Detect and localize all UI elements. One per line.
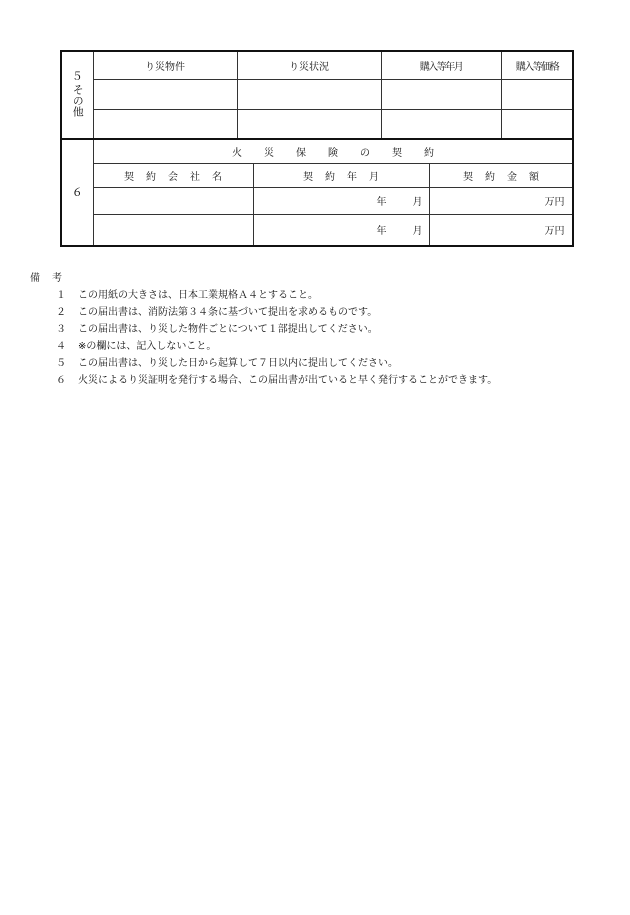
section5-header-row bbox=[61, 51, 573, 79]
insurer-name-field-1[interactable] bbox=[93, 187, 253, 214]
header-purchase-price: 購入等価格 bbox=[501, 51, 573, 79]
fire-insurance-title: 火災保険の契約 bbox=[93, 139, 573, 163]
note-number: １ bbox=[56, 290, 66, 301]
damaged-property-field-2[interactable] bbox=[93, 109, 237, 139]
insurer-name-field-2[interactable] bbox=[93, 214, 253, 246]
purchase-date-field-2[interactable] bbox=[381, 109, 501, 139]
note-text: この届出書は、り災した物件ごとについて１部提出してください。 bbox=[78, 324, 378, 335]
note-item bbox=[30, 372, 610, 389]
purchase-date-field-1[interactable] bbox=[381, 79, 501, 109]
note-text: ※の欄には、記入しないこと。 bbox=[78, 341, 217, 352]
note-number: ４ bbox=[56, 341, 66, 352]
note-item bbox=[30, 338, 610, 355]
note-text: 火災によるり災証明を発行する場合、この届出書が出ていると早く発行することができます。 bbox=[78, 375, 498, 386]
amount-unit: 万円 bbox=[544, 226, 565, 238]
damage-report-table bbox=[60, 50, 574, 247]
notes-title: 備考 bbox=[30, 273, 74, 284]
header-damage-status: り災状況 bbox=[237, 51, 381, 79]
section6-label-cell bbox=[61, 139, 93, 246]
note-number: ５ bbox=[56, 358, 66, 369]
header-contract-date: 契約年月 bbox=[253, 163, 429, 187]
note-item bbox=[30, 304, 610, 321]
section5-label-cell bbox=[61, 51, 93, 139]
damage-status-field-1[interactable] bbox=[237, 79, 381, 109]
note-item bbox=[30, 287, 610, 304]
section6-input-row bbox=[61, 187, 573, 214]
section5-number: ５ bbox=[71, 69, 83, 83]
section6-header-row bbox=[61, 163, 573, 187]
year-unit: 年 bbox=[376, 226, 387, 238]
contract-date-field-1[interactable] bbox=[253, 187, 429, 214]
damage-status-field-2[interactable] bbox=[237, 109, 381, 139]
year-unit: 年 bbox=[376, 197, 387, 208]
note-text: この届出書は、り災した日から起算して７日以内に提出してください。 bbox=[78, 358, 398, 369]
section5-input-row bbox=[61, 79, 573, 109]
contract-amount-field-1[interactable] bbox=[429, 187, 573, 214]
section5-label: その他 bbox=[71, 83, 85, 117]
contract-date-field-2[interactable] bbox=[253, 214, 429, 246]
note-number: ６ bbox=[56, 375, 66, 386]
header-damaged-property: り災物件 bbox=[93, 51, 237, 79]
header-purchase-date: 購入等年月 bbox=[381, 51, 501, 79]
section5-input-row bbox=[61, 109, 573, 139]
note-item bbox=[30, 321, 610, 338]
month-unit: 月 bbox=[412, 197, 423, 208]
note-item bbox=[30, 355, 610, 372]
section6-input-row bbox=[61, 214, 573, 246]
month-unit: 月 bbox=[412, 226, 423, 238]
note-text: この届出書は、消防法第３４条に基づいて提出を求めるものです。 bbox=[78, 307, 378, 318]
purchase-price-field-1[interactable] bbox=[501, 79, 573, 109]
contract-amount-field-2[interactable] bbox=[429, 214, 573, 246]
amount-unit: 万円 bbox=[544, 197, 565, 208]
note-text: この用紙の大きさは、日本工業規格Ａ４とすること。 bbox=[78, 290, 318, 301]
header-contract-amount: 契約金額 bbox=[429, 163, 573, 187]
section6-title-row bbox=[61, 139, 573, 163]
note-number: ２ bbox=[56, 307, 66, 318]
section6-number: ６ bbox=[71, 185, 83, 199]
header-insurer-name: 契約会社名 bbox=[93, 163, 253, 187]
note-number: ３ bbox=[56, 324, 66, 335]
damaged-property-field-1[interactable] bbox=[93, 79, 237, 109]
notes-section bbox=[30, 270, 610, 389]
purchase-price-field-2[interactable] bbox=[501, 109, 573, 139]
